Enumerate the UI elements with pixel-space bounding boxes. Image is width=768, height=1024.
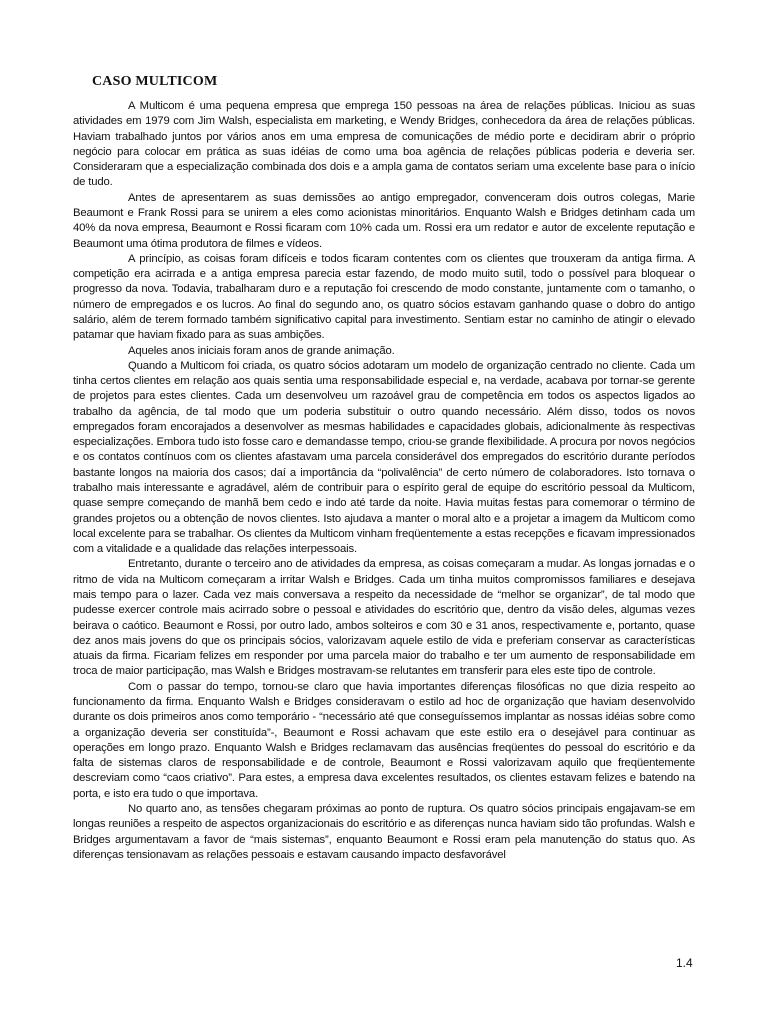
paragraph: Aqueles anos iniciais foram anos de grande animação. bbox=[128, 344, 395, 357]
document-body bbox=[73, 99, 695, 863]
paragraph: Com o passar do tempo, tornou-se claro que havia importantes diferenças filosóficas no que dizia respeito ao funcionamento da firma. Enquanto Walsh e Bridges consideravam o estilo ad hoc de organização que haviam desenvolvido durante os dois primeiros anos como temporário - “necessário até que conseguíssemos implantar as nossas idéias sobre como a organização deveria ser constituída”-, Beaumont e Rossi achavam que este estilo era o desejável para continuar as operações em longo prazo. Enquanto Walsh e Bridges reclamavam das ausências freqüentes do pessoal do escritório e da falta de sistemas claros de responsabilidade e de controle, Beaumont e Rossi valorizavam aquilo que freqüentemente descreviam como “caos criativo”. Para estes, a empresa dava excelentes resultados, os clientes estavam felizes e batendo na porta, e isto era tudo o que importava. bbox=[73, 680, 695, 800]
paragraph: No quarto ano, as tensões chegaram próximas ao ponto de ruptura. Os quatro sócios principais engajavam-se em longas reuniões a respeito de aspectos organizacionais do escritório e as diferenças nunca haviam sido tão profundas. Walsh e Bridges argumentavam a favor de “mais sistemas”, enquanto Beaumont e Rossi eram pela manutenção do status quo. As diferenças tensionavam as relações pessoais e estavam causando impacto desfavorável bbox=[73, 802, 695, 861]
paragraph: A princípio, as coisas foram difíceis e todos ficaram contentes com os clientes que trouxeram da antiga firma. A competição era acirrada e a antiga empresa parecia estar fazendo, de modo muito sutil, todo o possível para bloquear o progresso da nova. Todavia, trabalharam duro e a reputação foi crescendo de modo constante, juntamente com o tamanho, o número de empregados e os lucros. Ao final do segundo ano, os quatro sócios estavam ganhando quase o dobro do antigo salário, além de terem formado também significativo capital para investimento. Sentiam estar no caminho de atingir o elevado patamar que haviam fixado para as suas ambições. bbox=[73, 252, 695, 342]
paragraph: A Multicom é uma pequena empresa que emprega 150 pessoas na área de relações públicas. Iniciou as suas atividades em 1979 com Jim Walsh, especialista em marketing, e Wendy Bridges, conhecedora da área de relações públicas. Haviam trabalhado juntos por vários anos em uma empresa de comunicações de médio porte e decidiram abrir o próprio negócio para colocar em prática as suas idéias de como uma boa agência de relações públicas poderia e deveria ser. Consideraram que a especialização combinada dos dois e a ampla gama de contatos seriam uma excelente base para o início de tudo. bbox=[73, 100, 695, 189]
paragraph: Quando a Multicom foi criada, os quatro sócios adotaram um modelo de organização centrado no cliente. Cada um tinha certos clientes em relação aos quais sentia uma responsabilidade especial e, na verdade, acabava por tornar-se gerente de projetos para estes clientes. Cada um desenvolveu um razoável grau de competência em todos os aspectos ligados ao trabalho da agência, de tal modo que um poderia substituir o outro quando necessário. Além disso, todos os novos empregados foram encorajados a desenvolver as mesmas habilidades e capacidades globais, adicionalmente às respectivas especializações. Embora tudo isto fosse caro e demandasse tempo, criou-se grande flexibilidade. A procura por novos negócios e os contatos contínuos com os clientes afastavam uma parcela considerável dos empregados do escritório durante períodos bastante longos na maioria dos casos; daí a importância da “polivalência” de certo número de colaboradores. Isto tornava o trabalho mais interessante e agradável, além de contribuir para o espírito geral de equipe do escritório pessoal da Multicom, quase sempre começando de manhã bem cedo e indo até tarde da noite. Havia muitas festas para comemorar o término de grandes projetos ou a obtenção de novos clientes. Isto ajudava a manter o moral alto e a projetar a imagem da Multicom como local excelente para se trabalhar. Os clientes da Multicom vinham freqüentemente a estas recepções e ficavam impressionados com a vitalidade e a qualidade das relações interpessoais. bbox=[73, 359, 695, 556]
paragraph: Entretanto, durante o terceiro ano de atividades da empresa, as coisas começaram a mudar. As longas jornadas e o ritmo de vida na Multicom começaram a irritar Walsh e Bridges. Cada um tinha muitos compromissos familiares e desejava mais tempo para o lazer. Cada vez mais conversava a respeito da necessidade de “melhor se organizar”, de tal modo que pudesse exercer controle mais acirrado sobre o pessoal e atividades do escritório que, dentro da visão deles, algumas vezes beirava o caótico. Beaumont e Rossi, por outro lado, ambos solteiros e com 30 e 31 anos, respectivamente e, portanto, quase dez anos mais jovens do que os principais sócios, valorizavam aquele estilo de vida e preferiam conservar as características atuais da firma. Ficariam felizes em responder por uma parcela maior do trabalho e ter um aumento de responsabilidade em troca de maior participação, mas Walsh e Bridges mostravam-se relutantes em transferir para eles este tipo de controle. bbox=[73, 558, 695, 678]
document-title: CASO MULTICOM bbox=[92, 74, 218, 89]
page-number: 1.4 bbox=[676, 956, 693, 970]
paragraph: Antes de apresentarem as suas demissões ao antigo empregador, convenceram dois outros colegas, Marie Beaumont e Frank Rossi para se unirem a eles como acionistas minoritários. Enquanto Walsh e Bridges detinham cada um 40% da nova empresa, Beaumont e Rossi ficaram com 10% cada um. Rossi era um redator e autor de excelente reputação e Beaumont uma ótima produtora de filmes e vídeos. bbox=[73, 191, 695, 250]
